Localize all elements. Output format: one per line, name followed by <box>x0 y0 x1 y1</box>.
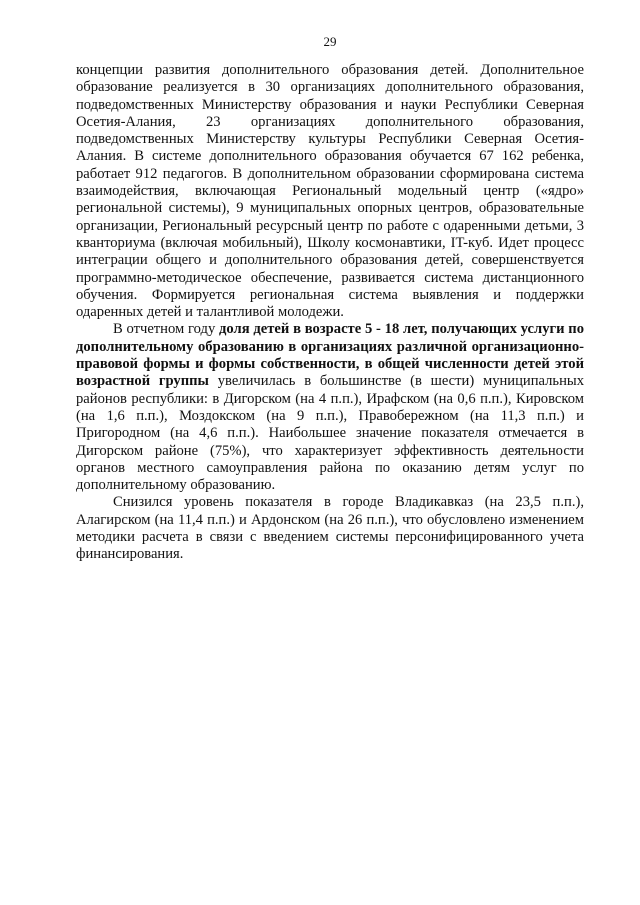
paragraph-children-share-end: увеличилась в большинстве (в шести) муниципальных районов республики: в Дигорском (на 4 п.п.), Ирафском (на 0,6 п.п.), Кировском (на 1,6 п.п.), Моздокском (на 9 п.п.), Правобережном (на 11,3 п.п.) и Пригородном (на 4,6 п.п.). Наибольшее значение показателя отмечается в Дигорском районе (75%), что характеризует эффективность деятельности органов местного самоуправления района по оказанию детям услуг по дополнительному образованию. <box>76 373 584 494</box>
paragraph-indicator-decrease: Снизился уровень показателя в городе Владикавказ (на 23,5 п.п.), Алагирском (на 11,4 п.п.) и Ардонском (на 26 п.п.), что обусловлено изменением методики расчета в связи с введением системы персонифицированного учета финансирования. <box>76 494 584 563</box>
paragraph-children-share <box>76 321 584 494</box>
paragraph-additional-education: концепции развития дополнительного образования детей. Дополнительное образование реализуется в 30 организациях дополнительного образования, подведомственных Министерству образования и науки Республики Северная Осетия-Алания, 23 организациях дополнительного образования, подведомственных Министерству культуры Республики Северная Осетия-Алания. В системе дополнительного образования обучается 67 162 ребенка, работает 912 педагогов. В дополнительном образовании сформирована система взаимодействия, включающая Региональный модельный центр («ядро» региональной системы), 9 муниципальных опорных центров, образовательные организации, Региональный ресурсный центр по работе с одаренными детьми, 3 кванториума (включая мобильный), Школу космонавтики, IT-куб. Идет процесс интеграции общего и дополнительного образования детей, совершенствуется программно-методическое обеспечение, развивается система дистанционного обучения. Формируется региональная система выявления и поддержки одаренных детей и талантливой молодежи. <box>76 62 584 321</box>
indicator-name-bold: доля детей в возрасте 5 - 18 лет, получающих услуги по дополнительному образованию в организациях различной организационно-правовой формы и формы собственности, в общей численности детей этой возрастной группы <box>76 321 585 390</box>
document-page <box>76 34 584 564</box>
paragraph-children-share-start: В отчетном году <box>113 321 220 338</box>
page-number: 29 <box>323 34 337 49</box>
